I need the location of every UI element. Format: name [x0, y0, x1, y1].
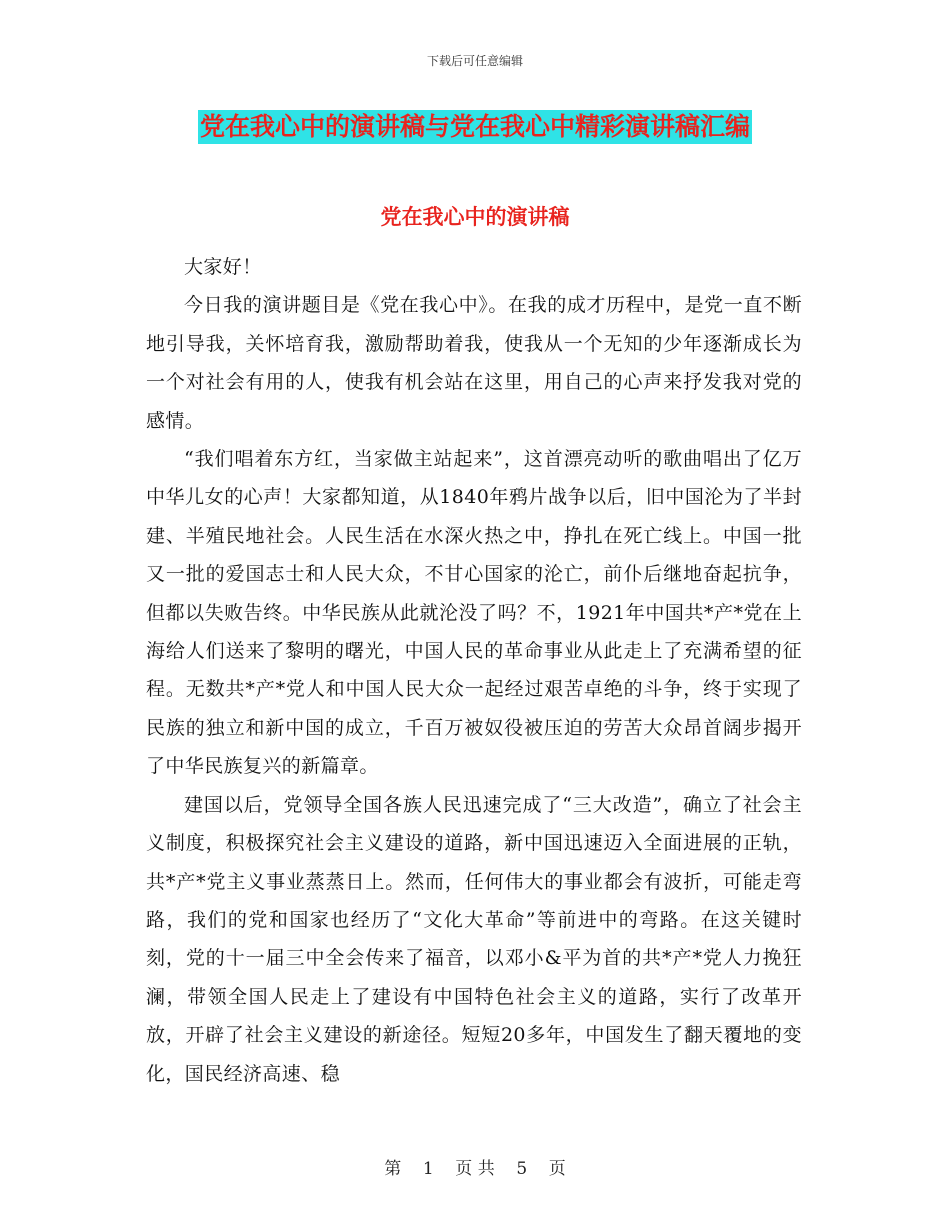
footer-page-number: 1 [422, 1159, 434, 1179]
paragraph-intro: 今日我的演讲题目是《党在我心中》。在我的成才历程中，是党一直不断地引导我，关怀培育我，激励帮助着我，使我从一个无知的少年逐渐成长为一个对社会有用的人，使我有机会站在这里，用自己的心声来抒发我对党的感情。 [146, 294, 802, 432]
page-footer [0, 1154, 950, 1179]
paragraph-greeting: 大家好！ [184, 256, 262, 278]
paragraph-history: “我们唱着东方红，当家做主站起来”，这首漂亮动听的歌曲唱出了亿万中华儿女的心声！大家都知道，从1840年鸦片战争以后，旧中国沦为了半封建、半殖民地社会。人民生活在水深火热之中，挣扎在死亡线上。中国一批又一批的爱国志士和人民大众，不甘心国家的沦亡，前仆后继地奋起抗争，但都以失败告终。中华民族从此就沦没了吗？不，1921年中国共*产*党在上海给人们送来了黎明的曙光，中国人民的革命事业从此走上了充满希望的征程。无数共*产*党人和中国人民大众一起经过艰苦卓绝的斗争，终于实现了民族的独立和新中国的成立，千百万被奴役被压迫的劳苦大众昂首阔步揭开了中华民族复兴的新篇章。 [146, 448, 802, 778]
document-title: 党在我心中的演讲稿与党在我心中精彩演讲稿汇编 [198, 110, 752, 144]
footer-total-pages: 5 [516, 1159, 528, 1179]
document-body [146, 248, 802, 1093]
footer-suffix: 页 [548, 1159, 566, 1179]
document-title-container [0, 110, 950, 144]
footer-middle: 页 共 [455, 1159, 495, 1179]
paragraph-reform: 建国以后，党领导全国各族人民迅速完成了“三大改造”，确立了社会主义制度，积极探究社会主义建设的道路，新中国迅速迈入全面进展的正轨，共*产*党主义事业蒸蒸日上。然而，任何伟大的事业都会有波折，可能走弯路，我们的党和国家也经历了“文化大革命”等前进中的弯路。在这关键时刻，党的十一届三中全会传来了福音，以邓小&平为首的共*产*党人力挽狂澜，带领全国人民走上了建设有中国特色社会主义的道路，实行了改革开放，开辟了社会主义建设的新途径。短短20多年，中国发生了翻天覆地的变化，国民经济高速、稳 [146, 793, 802, 1085]
footer-prefix: 第 [384, 1159, 402, 1179]
page-header-note: 下载后可任意编辑 [426, 54, 523, 68]
section-title: 党在我心中的演讲稿 [380, 204, 570, 229]
